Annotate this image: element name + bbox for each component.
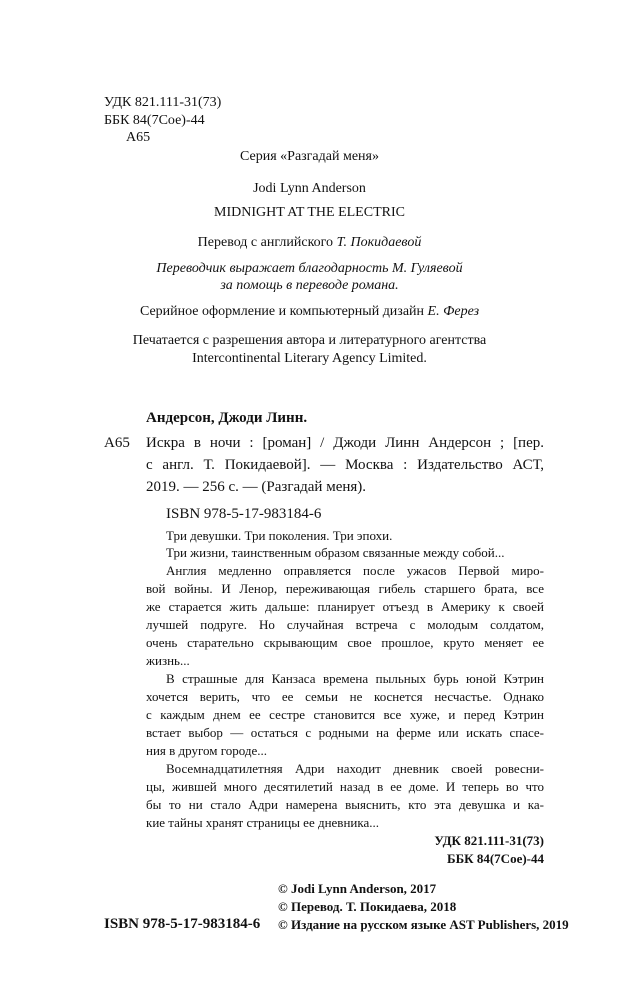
translator-name: Т. Покидаевой [336,235,422,250]
annotation-line: с каждым днем ее сестре становится все хуже, и перед Кэтрин [146,707,544,722]
annotation-line: хочется верить, что ее семьи не коснется несчастье. Однако [146,689,544,704]
original-author: Jodi Lynn Anderson [253,181,366,196]
annotation-line: бы то ни стало Адри намерена выяснить, кто эта девушка и ка- [146,797,544,812]
annotation-line: лучшей подруге. Но случайная встреча с молодым солдатом, [146,617,544,632]
license-line1: Печатается с разрешения автора и литературного агентства [132,333,487,348]
annotation-line: цы, жившей много десятилетий назад в ее доме. И теперь во что [146,779,544,794]
record-description-line2: с англ. Т. Покидаевой]. — Москва : Издательство АСТ, [146,457,544,473]
translation-credit [0,236,619,250]
license-line2: Intercontinental Literary Agency Limited. [192,351,427,366]
bbk-code: ББК 84(7Сое)-44 [104,113,205,128]
translator-thanks-line1: Переводчик выражает благодарность М. Гуляевой [156,261,463,276]
annotation-line: очень старательно скрывающим свое прошлое, круто меняет ее [146,635,544,650]
udk-code: УДК 821.111-31(73) [104,95,222,110]
annotation-line: Три жизни, таинственным образом связанные между собой... [166,545,505,560]
designer-name: Е. Ферез [427,304,480,319]
record-description-line1: Искра в ночи : [роман] / Джоди Линн Андерсон ; [пер. [146,435,544,451]
copyright-edition: © Издание на русском языке AST Publishers, 2019 [278,917,569,932]
translator-thanks-line2: за помощь в переводе романа. [220,278,399,293]
footer-udk-code: УДК 821.111-31(73) [434,833,544,848]
annotation-line: жизнь... [146,653,190,668]
annotation-line: кие тайны хранят страницы ее дневника... [146,815,379,830]
annotation-line: ния в другом городе... [146,743,267,758]
record-description-line3: 2019. — 256 с. — (Разгадай меня). [146,479,367,495]
annotation-line: Три девушки. Три поколения. Три эпохи. [166,528,393,543]
copyright-author: © Jodi Lynn Anderson, 2017 [278,881,437,896]
record-heading: Андерсон, Джоди Линн. [146,410,308,426]
annotation-line: Англия медленно оправляется после ужасов Первой миро- [166,563,544,578]
series-title: Серия «Разгадай меня» [240,149,379,164]
original-title: MIDNIGHT AT THE ELECTRIC [214,205,405,220]
record-isbn: ISBN 978-5-17-983184-6 [166,506,322,522]
copyright-translation: © Перевод. Т. Покидаева, 2018 [278,899,457,914]
design-credit [0,305,619,319]
annotation-line: же старается жить дальше: планирует отъезд в Америку к своей [146,599,544,614]
annotation-line: Восемнадцатилетняя Адри находит дневник своей ровесни- [166,761,544,776]
translation-prefix: Перевод с английского [197,235,334,250]
annotation-line: В страшные для Канзаса времена пыльных бурь юной Кэтрин [166,671,544,686]
design-prefix: Серийное оформление и компьютерный дизайн [139,304,425,319]
annotation-line: вой войны. И Ленор, переживающая гибель старшего брата, все [146,581,544,596]
author-mark: А65 [126,130,151,145]
footer-bbk-code: ББК 84(7Сое)-44 [446,851,544,866]
record-author-mark: А65 [104,435,130,451]
footer-isbn: ISBN 978-5-17-983184-6 [104,916,261,932]
annotation-line: встает выбор — остаться с родными на ферме или искать спасе- [146,725,544,740]
